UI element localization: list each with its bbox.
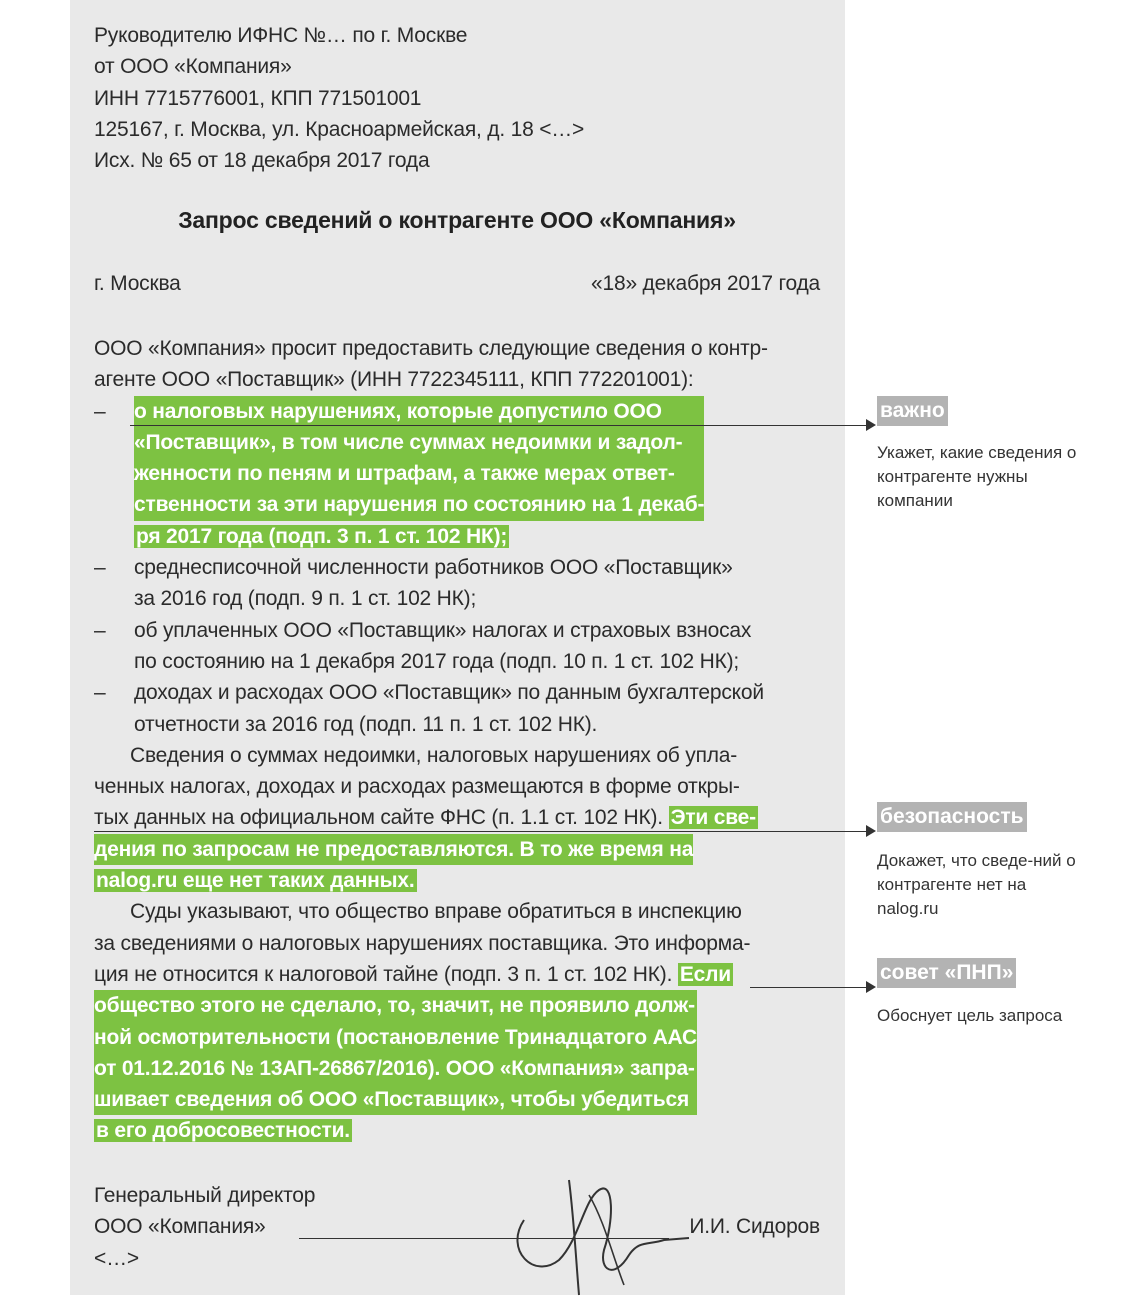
highlighted-line: «Поставщик», в том числе суммах недоимки и задол- xyxy=(134,430,683,454)
callout-connector xyxy=(94,831,870,832)
highlighted-line: от 01.12.2016 № 13АП-26867/2016). ООО «Компания» запра- xyxy=(94,1056,695,1080)
item-line: по состоянию на 1 декабря 2017 года (подп. 10 п. 1 ст. 102 НК); xyxy=(134,649,740,673)
list-item xyxy=(94,677,820,740)
callout-note-security: Докажет, что сведе-ний о контрагенте нет на nalog.ru xyxy=(877,851,1076,918)
list-dash: – xyxy=(94,618,106,642)
appendix-marker: <…> xyxy=(94,1246,139,1270)
item-line: доходах и расходах ООО «Поставщик» по данным бухгалтерской xyxy=(134,681,764,705)
callout-arrow-icon xyxy=(866,419,876,431)
letter-date: «18» декабря 2017 года xyxy=(591,272,820,295)
item-line: за 2016 год (подп. 9 п. 1 ст. 102 НК); xyxy=(134,587,477,611)
callout-note-important: Укажет, какие сведения о контрагенте нужны компании xyxy=(877,443,1077,510)
sender-line: от ООО «Компания» xyxy=(94,55,292,79)
highlighted-line: женности по пеням и штрафам, а также мерах ответ- xyxy=(134,462,675,486)
highlighted-line: о налоговых нарушениях, которые допустило ООО xyxy=(134,399,662,423)
highlighted-line: в его добросовестности. xyxy=(96,1119,350,1143)
paragraph-line: Сведения о суммах недоимки, налоговых нарушениях об упла- xyxy=(130,743,738,767)
callout-tag-security: безопасность xyxy=(877,802,1027,832)
highlighted-line: общество этого не сделало, то, значит, не проявило долж- xyxy=(94,994,695,1018)
list-dash: – xyxy=(94,556,106,580)
list-item xyxy=(94,396,820,552)
paragraph-courts xyxy=(94,896,820,1146)
highlighted-line: ря 2017 года (подп. 3 п. 1 ст. 102 НК); xyxy=(136,524,508,548)
highlighted-text xyxy=(94,834,693,865)
letter-body xyxy=(94,333,820,1147)
highlighted-line: ной осмотрительности (постановление Тринадцатого ААС xyxy=(94,1025,697,1049)
paragraph-line: Суды указывают, что общество вправе обратиться в инспекцию xyxy=(130,900,742,924)
highlighted-line: nalog.ru еще нет таких данных. xyxy=(96,869,415,893)
highlighted-text: Эти све- xyxy=(670,806,756,830)
callout-connector xyxy=(750,987,870,988)
paragraph-line: ченных налогах, доходах и расходах размещаются в форме откры- xyxy=(94,775,740,799)
outgoing-number-line: Исх. № 65 от 18 декабря 2017 года xyxy=(94,149,430,173)
item-line: среднесписочной численности работников ООО «Поставщик» xyxy=(134,556,733,580)
signatory-position: Генеральный директор xyxy=(94,1184,316,1207)
inn-kpp-line: ИНН 7715776001, КПП 771501001 xyxy=(94,86,422,110)
list-item xyxy=(94,552,820,615)
highlighted-line: ственности за эти нарушения по состоянию на 1 декаб- xyxy=(134,493,705,517)
callout-arrow-icon xyxy=(866,825,876,837)
recipient-line: Руководителю ИФНС №… по г. Москве xyxy=(94,24,468,47)
letter-title: Запрос сведений о контрагенте ООО «Компания» xyxy=(178,207,736,233)
highlighted-item xyxy=(134,396,704,521)
address-line: 125167, г. Москва, ул. Красноармейская, д. 18 <…> xyxy=(94,117,585,141)
signatory-name: И.И. Сидоров xyxy=(689,1215,820,1238)
paragraph-line: тых данных на официальном сайте ФНС (п. 1.1 ст. 102 НК). xyxy=(94,806,669,830)
callout-tag-important: важно xyxy=(877,396,948,426)
paragraph-opendata xyxy=(94,740,820,896)
callout-arrow-icon xyxy=(866,981,876,993)
highlighted-text xyxy=(94,990,697,1115)
intro-line: ООО «Компания» просит предоставить следующие сведения о контр- xyxy=(94,337,768,360)
handwritten-signature xyxy=(464,1160,704,1300)
callout-connector xyxy=(130,425,870,426)
item-line: об уплаченных ООО «Поставщик» налогах и страховых взносах xyxy=(134,618,752,642)
highlighted-line: шивает сведения об ООО «Поставщик», чтобы убедиться xyxy=(94,1088,690,1112)
list-dash: – xyxy=(94,681,106,705)
paragraph-line: за сведениями о налоговых нарушениях поставщика. Это информа- xyxy=(94,931,751,955)
signatory-company: ООО «Компания» xyxy=(94,1215,266,1239)
callout-tag-advice: совет «ПНП» xyxy=(877,958,1016,988)
highlighted-line: дения по запросам не предоставляются. В то же время на xyxy=(94,837,694,861)
item-line: отчетности за 2016 год (подп. 11 п. 1 ст. 102 НК). xyxy=(134,712,598,736)
letter-city: г. Москва xyxy=(94,272,181,295)
intro-line: агенте ООО «Поставщик» (ИНН 7722345111, КПП 772201001): xyxy=(94,368,694,392)
callout-note-advice: Обоснует цель запроса xyxy=(877,1006,1063,1025)
list-item xyxy=(94,615,820,678)
list-dash: – xyxy=(94,399,106,423)
paragraph-line: ция не относится к налоговой тайне (подп. 3 п. 1 ст. 102 НК). xyxy=(94,962,678,986)
highlighted-text: Если xyxy=(679,962,731,986)
letter-header xyxy=(94,20,584,176)
